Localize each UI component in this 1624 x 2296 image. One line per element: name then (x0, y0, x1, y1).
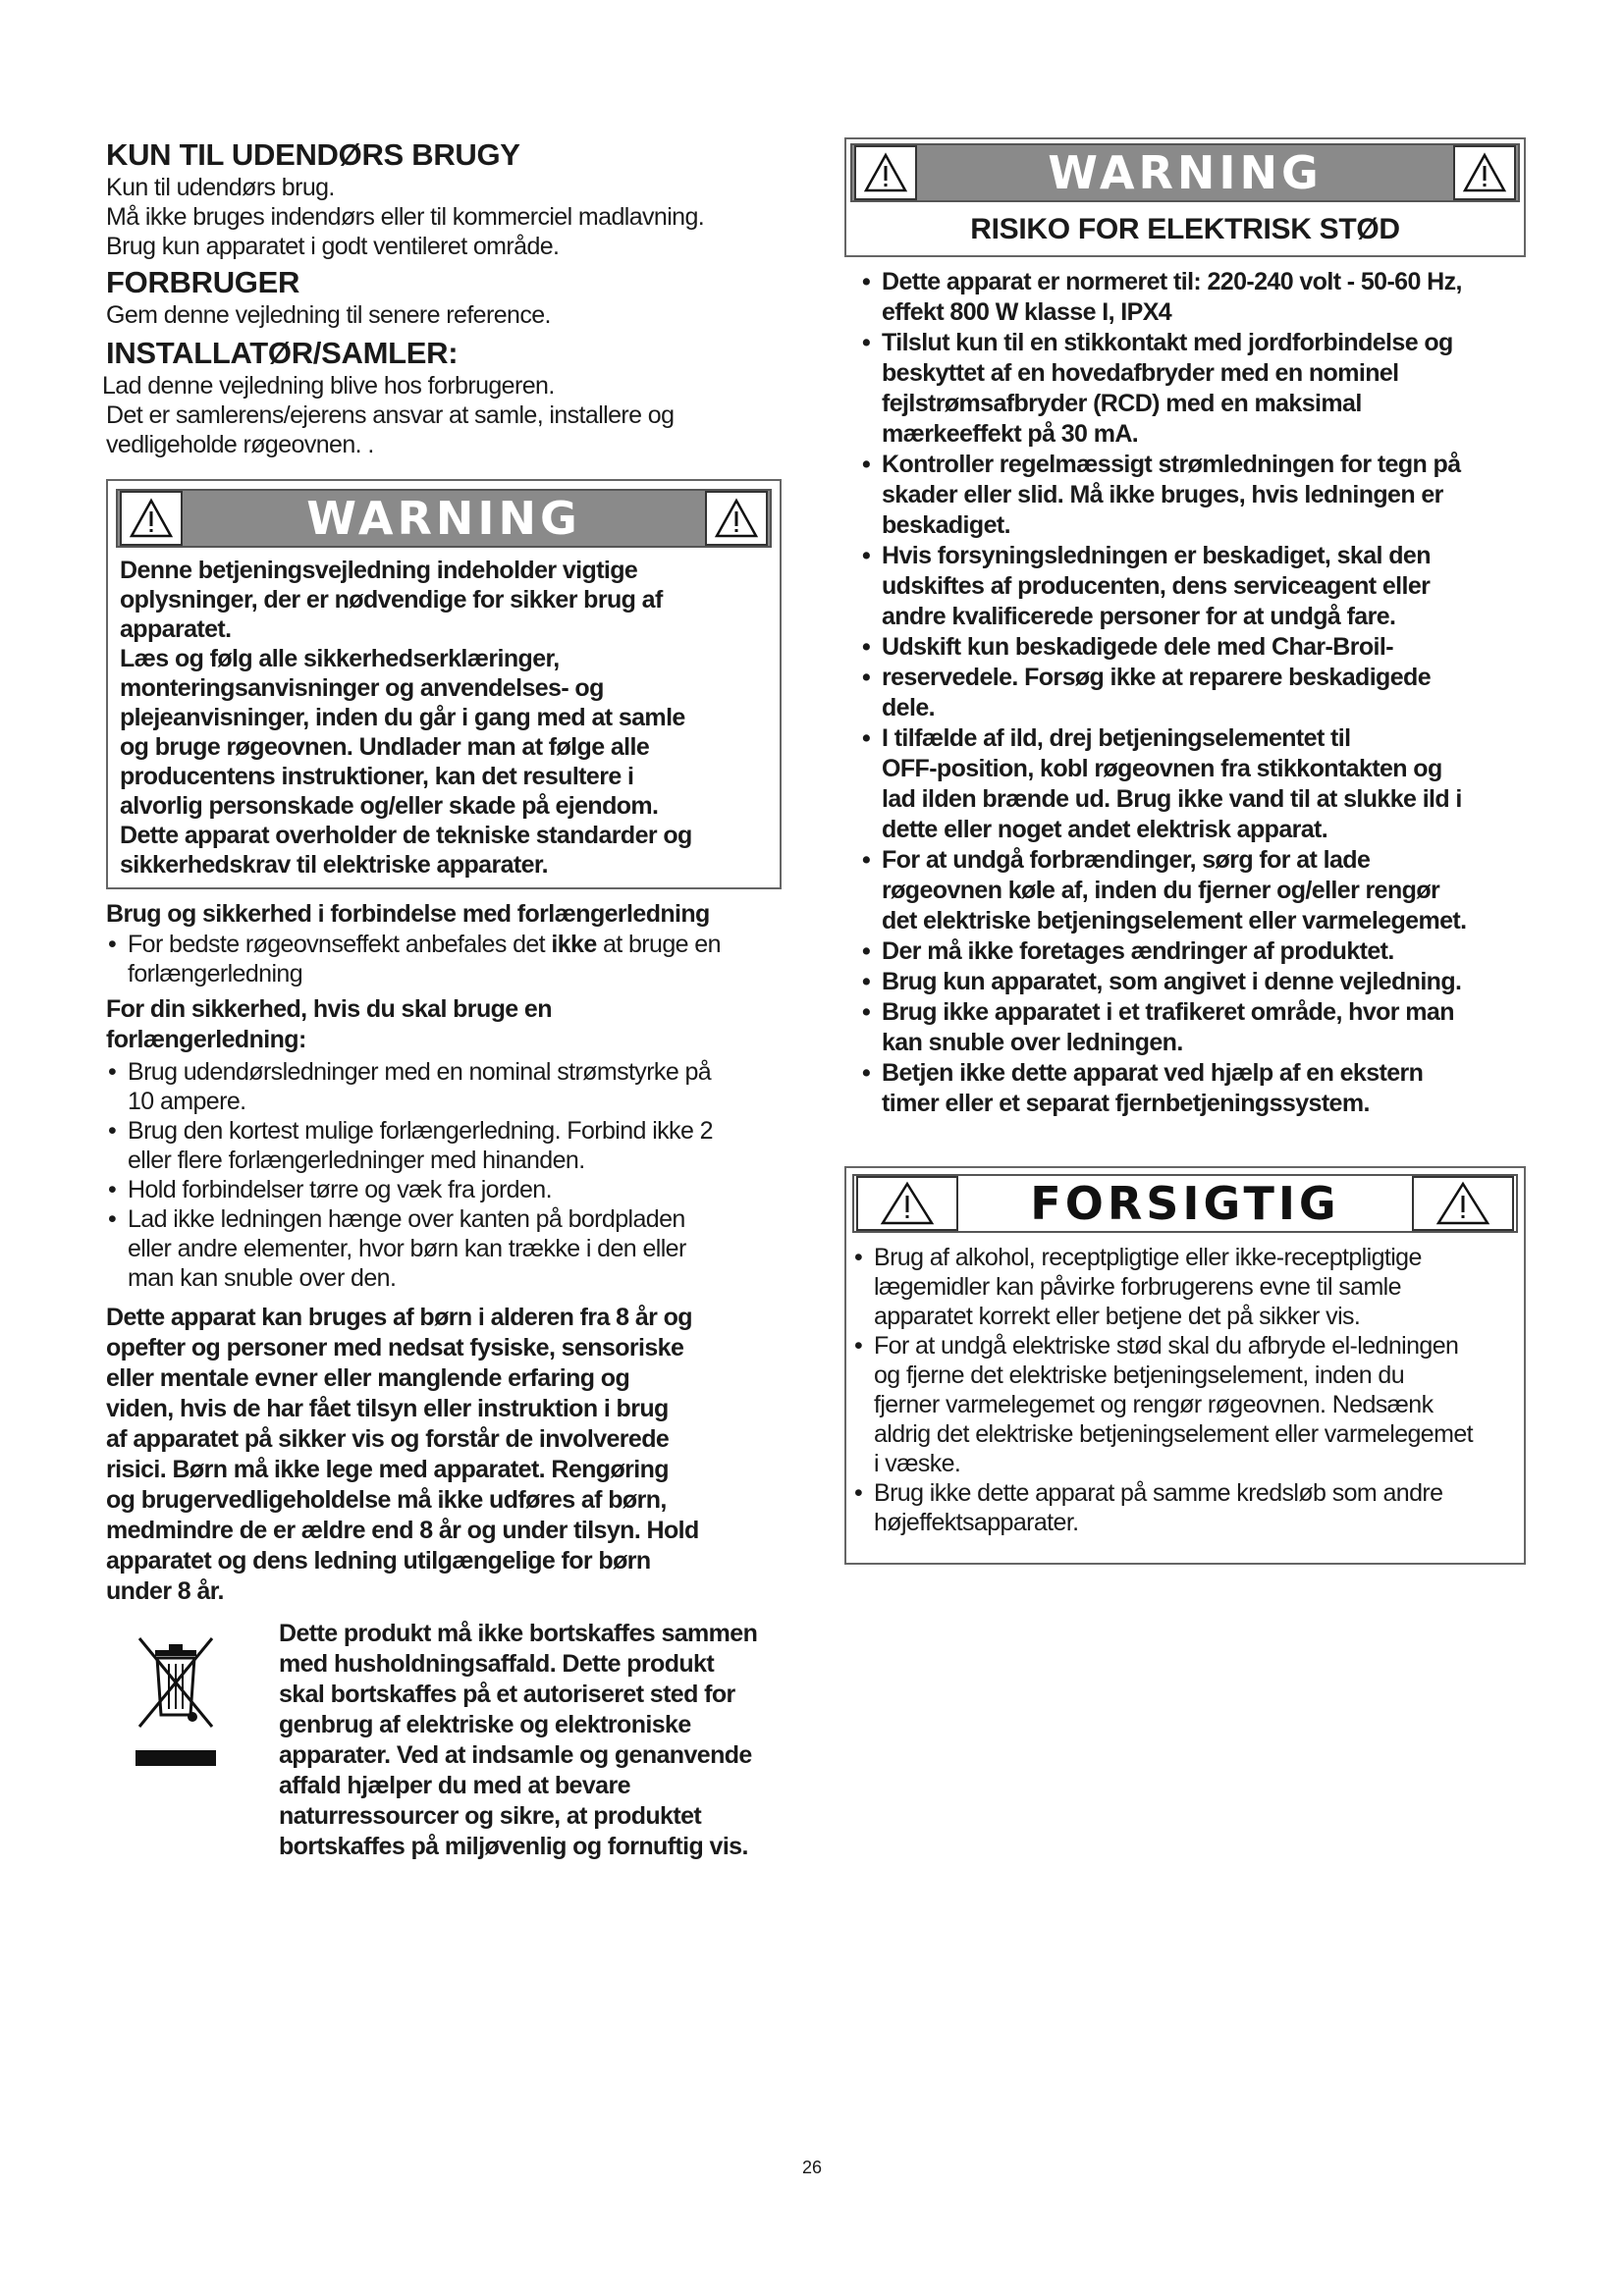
text-line: For at undgå elektriske stød skal du afbryde el-ledningen (874, 1332, 1459, 1360)
text-line: skal bortskaffes på et autoriseret sted for (279, 1681, 735, 1708)
text-line: forlængerledning: (106, 1026, 306, 1053)
caution-banner (852, 1174, 1518, 1233)
warning-triangle-icon (1453, 145, 1516, 200)
text-line: reservedele. Forsøg ikke at reparere beskadigede (882, 664, 1432, 691)
list-item (106, 1175, 784, 1204)
text-line: For at undgå forbrændinger, sørg for at lade (882, 846, 1371, 874)
heading-installer: INSTALLATØR/SAMLER: (106, 336, 459, 370)
list-item (860, 997, 1528, 1058)
text-line: og fjerne det elektriske betjeningselement, inden du (874, 1362, 1405, 1389)
safety-list (106, 1057, 784, 1293)
text-line: skader eller slid. Må ikke bruges, hvis ledningen er (882, 481, 1443, 508)
list-item (106, 930, 784, 988)
text-line: Kontroller regelmæssigt strømledningen for tegn på (882, 451, 1461, 478)
extension-cord-list (106, 930, 784, 988)
text-line: alvorlig personskade og/eller skade på ejendom. (120, 792, 659, 820)
text-line: producentens instruktioner, kan det resultere i (120, 763, 634, 790)
text-line: I tilfælde af ild, drej betjeningselementet til (882, 724, 1351, 752)
text-line: apparater. Ved at indsamle og genanvende (279, 1741, 752, 1769)
list-item (860, 936, 1528, 967)
text-line: og brugervedligeholdelse må ikke udføres af børn, (106, 1486, 667, 1514)
text-line: fejlstrømsafbryder (RCD) med en maksimal (882, 390, 1362, 417)
text-line: dele. (882, 694, 935, 721)
electric-safety-list (844, 267, 1528, 1119)
text-line: Der må ikke foretages ændringer af produktet. (882, 937, 1394, 965)
text-line: udskiftes af producenten, dens serviceagent eller (882, 572, 1431, 600)
disposal-text (279, 1619, 757, 1862)
text-line: af apparatet på sikker vis og forstår de involverede (106, 1425, 670, 1453)
warning-banner (116, 489, 772, 548)
text-line: i væske. (874, 1450, 961, 1477)
text-line: apparatet korrekt eller betjene det på sikker vis. (874, 1303, 1361, 1330)
list-item (860, 541, 1528, 632)
text-line: Brug udendørsledninger med en nominal strømstyrke på (128, 1058, 712, 1086)
list-item (106, 1116, 784, 1175)
warning-triangle-icon (1412, 1176, 1514, 1231)
text-line: man kan snuble over den. (128, 1264, 397, 1292)
page-number: 26 (801, 2158, 823, 2177)
text-line: Lad denne vejledning blive hos forbrugeren. (102, 372, 555, 400)
text-line: Brug af alkohol, receptpligtige eller ikke-receptpligtige (874, 1244, 1422, 1271)
text-line: affald hjælper du med at bevare (279, 1772, 630, 1799)
text-line: kan snuble over ledningen. (882, 1029, 1183, 1056)
text-line: eller andre elementer, hvor børn kan trække i den eller (128, 1235, 686, 1262)
warning-banner (850, 143, 1520, 202)
text-line: Brug den kortest mulige forlængerledning. Forbind ikke 2 (128, 1117, 713, 1145)
text-line: timer eller et separat fjernbetjeningssystem. (882, 1090, 1370, 1117)
warning-triangle-icon (120, 491, 183, 546)
text-line: Læs og følg alle sikkerhedserklæringer, (120, 645, 560, 672)
warning-box-electric (844, 137, 1526, 257)
left-column (102, 137, 784, 1862)
children-paragraph (106, 1303, 784, 1607)
heading-consumer: FORBRUGER (106, 265, 300, 299)
safety-heading (106, 994, 784, 1055)
warning-title: WARNING (1048, 146, 1323, 199)
text-line: beskadiget. (882, 511, 1010, 539)
list-item (106, 1204, 784, 1293)
text-line: under 8 år. (106, 1577, 224, 1605)
crossed-bin-icon (106, 1619, 279, 1862)
text-line: Det er samlerens/ejerens ansvar at samle, installere og (106, 401, 675, 429)
text-line: Brug kun apparatet i godt ventileret område. (106, 233, 560, 260)
text-line: naturressourcer og sikre, at produktet (279, 1802, 702, 1830)
text-line: OFF-position, kobl røgeovnen fra stikkontakten og (882, 755, 1442, 782)
text-span-bold: ikke (551, 931, 597, 958)
text-line: Denne betjeningsvejledning indeholder vigtige (120, 557, 638, 584)
list-item (860, 632, 1528, 663)
warning-text (108, 556, 780, 887)
text-line: beskyttet af en hovedafbryder med en nominel (882, 359, 1399, 387)
warning-triangle-icon (856, 1176, 958, 1231)
text-line: Hvis forsyningsledningen er beskadiget, skal den (882, 542, 1431, 569)
text-line: det elektriske betjeningselement eller varmelegemet. (882, 907, 1467, 934)
text-line: Dette produkt må ikke bortskaffes sammen (279, 1620, 758, 1647)
text-span: forlængerledning (128, 960, 303, 988)
text-line: røgeovnen køle af, inden du fjerner og/eller rengør (882, 877, 1440, 904)
caution-box (844, 1166, 1526, 1565)
installer-text (102, 371, 784, 459)
list-item (860, 1058, 1528, 1119)
list-item (852, 1243, 1518, 1331)
warning-triangle-icon (854, 145, 917, 200)
text-line: og bruge røgeovnen. Undlader man at følge alle (120, 733, 650, 761)
caution-title: FORSIGTIG (1030, 1177, 1340, 1230)
list-item (860, 967, 1528, 997)
text-line: Udskift kun beskadigede dele med Char-Broil- (882, 633, 1393, 661)
text-line: monteringsanvisninger og anvendelses- og (120, 674, 604, 702)
text-line: Brug ikke apparatet i et trafikeret område, hvor man (882, 998, 1454, 1026)
list-item (860, 328, 1528, 450)
text-line: aldrig det elektriske betjeningselement eller varmelegemet (874, 1420, 1473, 1448)
text-line: eller mentale evner eller manglende erfaring og (106, 1364, 630, 1392)
consumer-text: Gem denne vejledning til senere reference. (106, 301, 551, 329)
text-line: bortskaffes på miljøvenlig og fornuftig vis. (279, 1833, 748, 1860)
warning-triangle-icon (705, 491, 768, 546)
list-item (106, 1057, 784, 1116)
text-line: Lad ikke ledningen hænge over kanten på bordpladen (128, 1205, 685, 1233)
text-line: apparatet og dens ledning utilgængelige for børn (106, 1547, 651, 1575)
list-item (860, 723, 1528, 845)
text-span: at bruge en (596, 931, 721, 958)
text-line: Kun til udendørs brug. (106, 174, 335, 201)
text-line: eller flere forlængerledninger med hinanden. (128, 1147, 585, 1174)
caution-list (846, 1239, 1524, 1563)
text-line: dette eller noget andet elektrisk apparat. (882, 816, 1328, 843)
text-line: opefter og personer med nedsat fysiske, sensoriske (106, 1334, 684, 1362)
text-line: Må ikke bruges indendørs eller til kommerciel madlavning. (106, 203, 705, 231)
warning-box-manual (106, 479, 782, 889)
text-line: plejeanvisninger, inden du går i gang med at samle (120, 704, 685, 731)
list-item (860, 845, 1528, 936)
text-line: Tilslut kun til en stikkontakt med jordforbindelse og (882, 329, 1453, 356)
electric-shock-subtitle: RISIKO FOR ELEKTRISK STØD (970, 213, 1400, 245)
text-line: For din sikkerhed, hvis du skal bruge en (106, 995, 552, 1023)
text-line: lægemidler kan påvirke forbrugerens evne til samle (874, 1273, 1401, 1301)
text-line: oplysninger, der er nødvendige for sikker brug af (120, 586, 663, 614)
text-line: Dette apparat kan bruges af børn i alderen fra 8 år og (106, 1304, 692, 1331)
text-line: fjerner varmelegemet og rengør røgeovnen. Nedsænk (874, 1391, 1434, 1418)
text-line: med husholdningsaffald. Dette produkt (279, 1650, 715, 1678)
text-line: højeffektsapparater. (874, 1509, 1079, 1536)
text-line: viden, hvis de har fået tilsyn eller instruktion i brug (106, 1395, 669, 1422)
text-span: For bedste røgeovnseffekt anbefales det (128, 931, 552, 958)
list-item (852, 1478, 1518, 1537)
text-line: Brug kun apparatet, som angivet i denne vejledning. (882, 968, 1462, 995)
disposal-section (106, 1619, 784, 1862)
list-item (860, 267, 1528, 328)
list-item (860, 663, 1528, 723)
text-line: lad ilden brænde ud. Brug ikke vand til at slukke ild i (882, 785, 1462, 813)
outdoor-use-text (106, 173, 784, 261)
text-line: risici. Børn må ikke lege med apparatet. Rengøring (106, 1456, 669, 1483)
text-line: apparatet. (120, 615, 232, 643)
text-line: Brug ikke dette apparat på samme kredsløb som andre (874, 1479, 1443, 1507)
text-line: Dette apparat er normeret til: 220-240 volt - 50-60 Hz, (882, 268, 1462, 295)
list-item (852, 1331, 1518, 1478)
text-line: 10 ampere. (128, 1088, 246, 1115)
text-line: sikkerhedskrav til elektriske apparater. (120, 851, 549, 879)
list-item (860, 450, 1528, 541)
text-line: effekt 800 W klasse I, IPX4 (882, 298, 1172, 326)
text-line: genbrug af elektriske og elektroniske (279, 1711, 691, 1738)
text-line: vedligeholde røgeovnen. . (106, 431, 374, 458)
text-line: Betjen ikke dette apparat ved hjælp af en ekstern (882, 1059, 1424, 1087)
warning-title: WARNING (306, 492, 581, 545)
extension-cord-heading: Brug og sikkerhed i forbindelse med forlængerledning (106, 900, 710, 928)
text-line: Hold forbindelser tørre og væk fra jorden. (128, 1176, 552, 1203)
text-line: medmindre de er ældre end 8 år og under tilsyn. Hold (106, 1517, 699, 1544)
text-line: Dette apparat overholder de tekniske standarder og (120, 822, 692, 849)
text-line: mærkeeffekt på 30 mA. (882, 420, 1139, 448)
text-line: andre kvalificerede personer for at undgå fare. (882, 603, 1396, 630)
heading-outdoor-use: KUN TIL UDENDØRS BRUGY (106, 137, 520, 172)
right-column (844, 137, 1528, 1565)
